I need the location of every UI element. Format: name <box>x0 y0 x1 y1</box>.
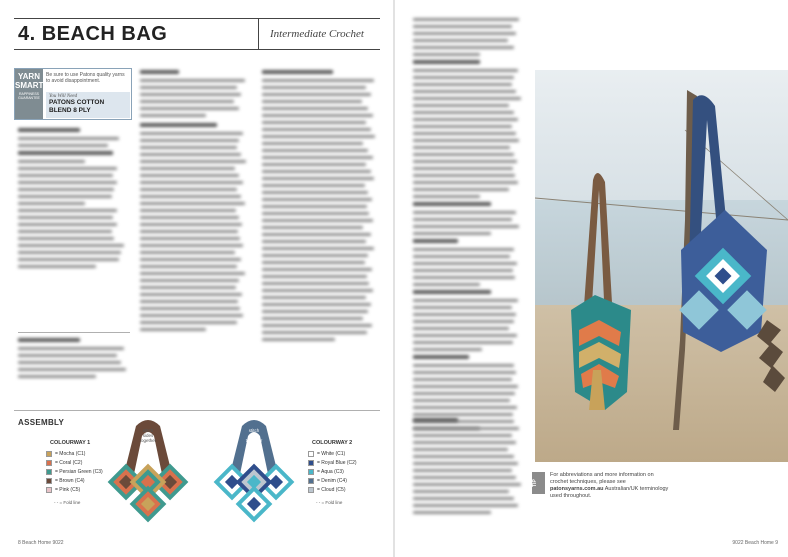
materials-column <box>18 128 130 272</box>
tip-link[interactable]: patonsyarns.com.au <box>550 486 604 492</box>
colour-swatch <box>308 469 314 475</box>
fold-line-legend-1 <box>54 500 80 505</box>
colourway2-item <box>308 476 357 485</box>
you-will-need-label: You Will Need <box>49 94 78 99</box>
page-title: 4. BEACH BAG <box>18 23 168 45</box>
colour-label: = Persian Green (C3) <box>55 468 103 475</box>
colourway1-item <box>46 458 103 467</box>
sky <box>535 70 788 200</box>
fold-line-marker: - - <box>54 500 59 505</box>
colourway-1-title: COLOURWAY 1 <box>50 440 91 446</box>
colourway2-item <box>308 467 357 476</box>
footer-right: 9022 Beach Home 9 <box>732 540 778 546</box>
colourway-1-list <box>46 449 103 494</box>
you-will-need <box>46 92 130 118</box>
colour-label: = Denim (C4) <box>317 477 347 484</box>
yarn-smart-logo <box>15 69 43 119</box>
colour-swatch <box>46 469 52 475</box>
assembly-divider <box>14 410 380 411</box>
colour-label: = Royal Blue (C2) <box>317 459 357 466</box>
yarn-smart-guarantee: RAPPINESS GUARANTEE <box>18 92 40 100</box>
fold-line-legend-2 <box>316 500 342 505</box>
colour-swatch <box>308 478 314 484</box>
tip-text <box>550 472 670 500</box>
section-divider <box>18 332 130 333</box>
fold-line-label: = Fold line <box>321 500 343 505</box>
fold-line-marker: - - <box>316 500 321 505</box>
colourway2-item <box>308 485 357 494</box>
instructions-column-2 <box>262 70 380 345</box>
colour-swatch <box>46 487 52 493</box>
tip-text-before: For abbreviations and more information on crochet techniques, please see <box>550 472 654 485</box>
assembly-heading: ASSEMBLY <box>18 418 65 427</box>
colourway-2-list <box>308 449 357 494</box>
colourway1-item <box>46 467 103 476</box>
colour-label: = White (C1) <box>317 450 346 457</box>
colour-label: = Pink (C5) <box>55 486 81 493</box>
tip-text-after: Australian/UK terminology used throughout. <box>550 486 669 499</box>
title-bar <box>14 18 380 50</box>
skill-level: Intermediate Crochet <box>270 28 364 40</box>
colour-swatch <box>46 451 52 457</box>
colour-swatch <box>308 460 314 466</box>
colour-label: = Brown (C4) <box>55 477 85 484</box>
instructions-column-4 <box>413 418 525 518</box>
colour-label: = Aqua (C3) <box>317 468 344 475</box>
right-page <box>395 0 788 557</box>
colour-label: = Coral (C2) <box>55 459 83 466</box>
fold-line-label: = Fold line <box>59 500 81 505</box>
colourway-2-title: COLOURWAY 2 <box>312 440 353 446</box>
colour-swatch <box>308 451 314 457</box>
colour-swatch <box>308 487 314 493</box>
colour-label: = Mocha (C1) <box>55 450 86 457</box>
left-page <box>0 0 393 557</box>
instructions-column-3 <box>413 18 525 434</box>
colourway1-item <box>46 476 103 485</box>
stitch-note-2: stitch sides together <box>245 428 263 443</box>
colourway2-item <box>308 449 357 458</box>
you-will-need-value: PATONS COTTON BLEND 8 PLY <box>49 99 105 114</box>
colourway1-item <box>46 485 103 494</box>
yarn-smart-box <box>14 68 132 120</box>
yarn-smart-logo-text: YARN SMART <box>15 72 44 90</box>
instructions-column-1 <box>140 70 250 335</box>
colour-swatch <box>46 460 52 466</box>
stitch-note-1: stitch sides together <box>139 428 157 443</box>
colour-label: = Cloud (C5) <box>317 486 346 493</box>
hook-and-gauge <box>18 338 130 382</box>
beach-bag-photo <box>535 70 788 462</box>
footer-left: 8 Beach Home 9022 <box>18 540 64 546</box>
yarn-smart-tip: Be sure to use Patons quality yarns to avoid disappointment. <box>46 72 125 84</box>
colourway1-item <box>46 449 103 458</box>
colourway2-item <box>308 458 357 467</box>
colour-swatch <box>46 478 52 484</box>
tip-badge: TIP <box>532 472 545 494</box>
title-divider <box>258 19 259 49</box>
